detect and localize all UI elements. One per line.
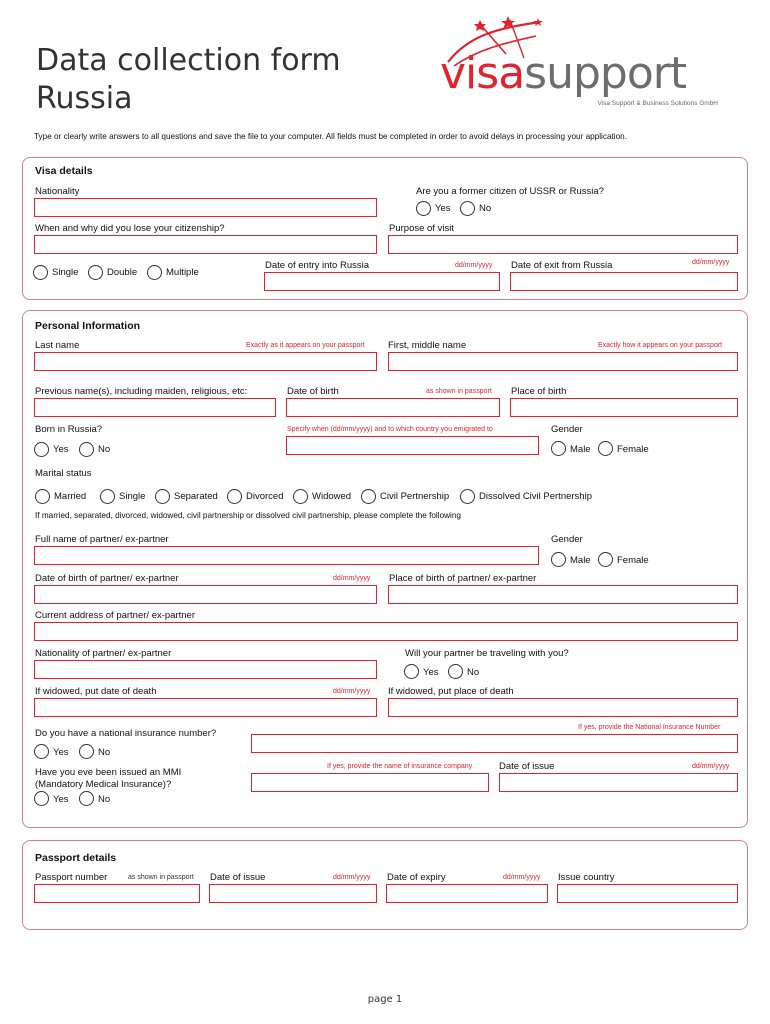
marital-civil-label: Civil Pertnership [380, 491, 450, 502]
date-entry-field[interactable] [264, 272, 500, 291]
personal-info-title: Personal Information [35, 320, 141, 332]
death-date-label: If widowed, put date of death [35, 686, 157, 697]
gender-male-label: Male [570, 444, 591, 455]
emigrated-field[interactable] [286, 436, 539, 455]
intro-text: Type or clearly write answers to all questions and save the file to your computer. All fields must be completed in order to avoid delays in processing your application. [34, 132, 627, 141]
previous-names-label: Previous name(s), including maiden, religious, etc: [35, 386, 248, 397]
mmi-no-radio[interactable] [79, 791, 94, 806]
marital-married-label: Married [54, 491, 87, 502]
date-entry-format: dd/mm/yyyy [455, 262, 493, 269]
entry-double-label: Double [107, 267, 138, 278]
marital-separated-label: Separated [174, 491, 218, 502]
ni-no-label: No [98, 747, 111, 758]
mmi-issue-format: dd/mm/yyyy [692, 763, 730, 770]
marital-status-label: Marital status [35, 468, 92, 479]
partner-dob-field[interactable] [34, 585, 377, 604]
ni-question-label: Do you have a national insurance number? [35, 728, 217, 739]
nationality-label: Nationality [35, 186, 80, 197]
form-title [36, 42, 341, 118]
marital-civil-radio[interactable] [361, 489, 376, 504]
partner-travel-no-radio[interactable] [448, 664, 463, 679]
passport-issue-field[interactable] [209, 884, 377, 903]
passport-issue-label: Date of issue [210, 872, 266, 883]
partner-address-field[interactable] [34, 622, 738, 641]
former-citizen-no-label: No [479, 203, 492, 214]
dob-label: Date of birth [287, 386, 339, 397]
marital-widowed-radio[interactable] [293, 489, 308, 504]
born-russia-no-label: No [98, 444, 111, 455]
purpose-field[interactable] [388, 235, 738, 254]
passport-issue-format: dd/mm/yyyy [333, 874, 371, 881]
partner-name-field[interactable] [34, 546, 539, 565]
mmi-yes-radio[interactable] [34, 791, 49, 806]
mmi-yes-label: Yes [53, 794, 69, 805]
purpose-label: Purpose of visit [389, 223, 454, 234]
death-date-field[interactable] [34, 698, 377, 717]
marital-single-radio[interactable] [100, 489, 115, 504]
partner-male-radio[interactable] [551, 552, 566, 567]
title-line-1: Data collection form [36, 43, 341, 78]
marital-widowed-label: Widowed [312, 491, 352, 502]
death-place-label: If widowed, put place of death [388, 686, 514, 697]
date-exit-field[interactable] [510, 272, 738, 291]
entry-single-radio[interactable] [33, 265, 48, 280]
first-name-hint: Exactly how it appears on your passport [598, 342, 723, 349]
partner-female-radio[interactable] [598, 552, 613, 567]
ni-hint: If yes, provide the National Insurance Number [578, 724, 721, 731]
born-russia-yes-radio[interactable] [34, 442, 49, 457]
pob-field[interactable] [510, 398, 738, 417]
marital-single-label: Single [119, 491, 146, 502]
visasupport-logo [440, 14, 730, 114]
mmi-question-line-1: Have you eve been issued an MMI [35, 767, 182, 778]
partner-travel-no-label: No [467, 667, 480, 678]
title-line-2: Russia [36, 81, 133, 116]
partner-pob-field[interactable] [388, 585, 738, 604]
born-russia-no-radio[interactable] [79, 442, 94, 457]
mmi-question [35, 767, 181, 791]
emigrated-hint: Specify when (dd/mm/yyyy) and to which country you emigrated to [287, 426, 493, 433]
first-name-label: First, middle name [388, 340, 467, 351]
date-entry-label: Date of entry into Russia [265, 260, 370, 271]
marital-divorced-label: Divorced [246, 491, 284, 502]
issue-country-label: Issue country [558, 872, 615, 883]
partner-gender-label: Gender [551, 534, 583, 545]
last-name-label: Last name [35, 340, 80, 351]
passport-expiry-label: Date of expiry [387, 872, 446, 883]
partner-female-label: Female [617, 555, 649, 566]
partner-dob-label: Date of birth of partner/ ex-partner [35, 573, 179, 584]
passport-number-hint: as shown in passport [128, 874, 194, 881]
passport-number-label: Passport number [35, 872, 108, 883]
gender-male-radio[interactable] [551, 441, 566, 456]
married-note: If married, separated, divorced, widowed, civil partnership or dissolved civil partnership, please complete the following [35, 511, 461, 520]
ni-yes-radio[interactable] [34, 744, 49, 759]
dob-field[interactable] [286, 398, 500, 417]
dob-hint: as shown in passport [426, 388, 492, 395]
marital-dissolved-label: Dissolved Civil Pertnership [479, 491, 592, 502]
mmi-issue-field[interactable] [499, 773, 738, 792]
previous-names-field[interactable] [34, 398, 276, 417]
date-exit-format: dd/mm/yyyy [692, 259, 730, 266]
former-citizen-no-radio[interactable] [460, 201, 475, 216]
passport-details-title: Passport details [35, 852, 117, 864]
partner-name-label: Full name of partner/ ex-partner [35, 534, 169, 545]
partner-travel-label: Will your partner be traveling with you? [405, 648, 569, 659]
ni-no-radio[interactable] [79, 744, 94, 759]
pob-label: Place of birth [511, 386, 567, 397]
partner-dob-format: dd/mm/yyyy [333, 575, 371, 582]
mmi-issue-label: Date of issue [499, 761, 555, 772]
former-citizen-yes-label: Yes [435, 203, 451, 214]
marital-separated-radio[interactable] [155, 489, 170, 504]
entry-single-label: Single [52, 267, 79, 278]
gender-female-radio[interactable] [598, 441, 613, 456]
partner-nationality-label: Nationality of partner/ ex-partner [35, 648, 172, 659]
passport-expiry-field[interactable] [386, 884, 548, 903]
logo-visa: visa [440, 48, 525, 99]
marital-divorced-radio[interactable] [227, 489, 242, 504]
gender-female-label: Female [617, 444, 649, 455]
last-name-hint: Exactly as it appears on your passport [246, 342, 365, 349]
ni-yes-label: Yes [53, 747, 69, 758]
partner-pob-label: Place of birth of partner/ ex-partner [389, 573, 537, 584]
former-citizen-label: Are you a former citizen of USSR or Russia? [416, 186, 604, 197]
logo-support: support [524, 48, 687, 99]
marital-married-radio[interactable] [35, 489, 50, 504]
death-date-format: dd/mm/yyyy [333, 688, 371, 695]
logo-wordmark [440, 48, 686, 99]
partner-address-label: Current address of partner/ ex-partner [35, 610, 195, 621]
mmi-no-label: No [98, 794, 111, 805]
born-russia-yes-label: Yes [53, 444, 69, 455]
ni-number-field[interactable] [251, 734, 738, 753]
entry-multiple-label: Multiple [166, 267, 199, 278]
passport-number-field[interactable] [34, 884, 200, 903]
visa-details-title: Visa details [35, 165, 93, 177]
death-place-field[interactable] [388, 698, 738, 717]
entry-double-radio[interactable] [88, 265, 103, 280]
former-citizen-yes-radio[interactable] [416, 201, 431, 216]
last-name-field[interactable] [34, 352, 377, 371]
partner-travel-yes-label: Yes [423, 667, 439, 678]
born-russia-label: Born in Russia? [35, 424, 103, 435]
nationality-field[interactable] [34, 198, 377, 217]
lose-citizenship-label: When and why did you lose your citizenship? [35, 223, 225, 234]
partner-travel-yes-radio[interactable] [404, 664, 419, 679]
logo-tagline: Visa Support & Business Solutions GmbH [597, 100, 718, 107]
marital-dissolved-radio[interactable] [460, 489, 475, 504]
mmi-question-line-2: (Mandatory Medical Insurance)? [35, 779, 172, 790]
mmi-company-field[interactable] [251, 773, 489, 792]
page-number: page 1 [367, 994, 403, 1005]
passport-expiry-format: dd/mm/yyyy [503, 874, 541, 881]
first-name-field[interactable] [388, 352, 738, 371]
date-exit-label: Date of exit from Russia [511, 260, 613, 271]
partner-male-label: Male [570, 555, 591, 566]
mmi-hint: If yes, provide the name of insurance company [327, 763, 473, 770]
gender-label: Gender [551, 424, 583, 435]
partner-nationality-field[interactable] [34, 660, 377, 679]
entry-multiple-radio[interactable] [147, 265, 162, 280]
issue-country-field[interactable] [557, 884, 738, 903]
lose-citizenship-field[interactable] [34, 235, 377, 254]
